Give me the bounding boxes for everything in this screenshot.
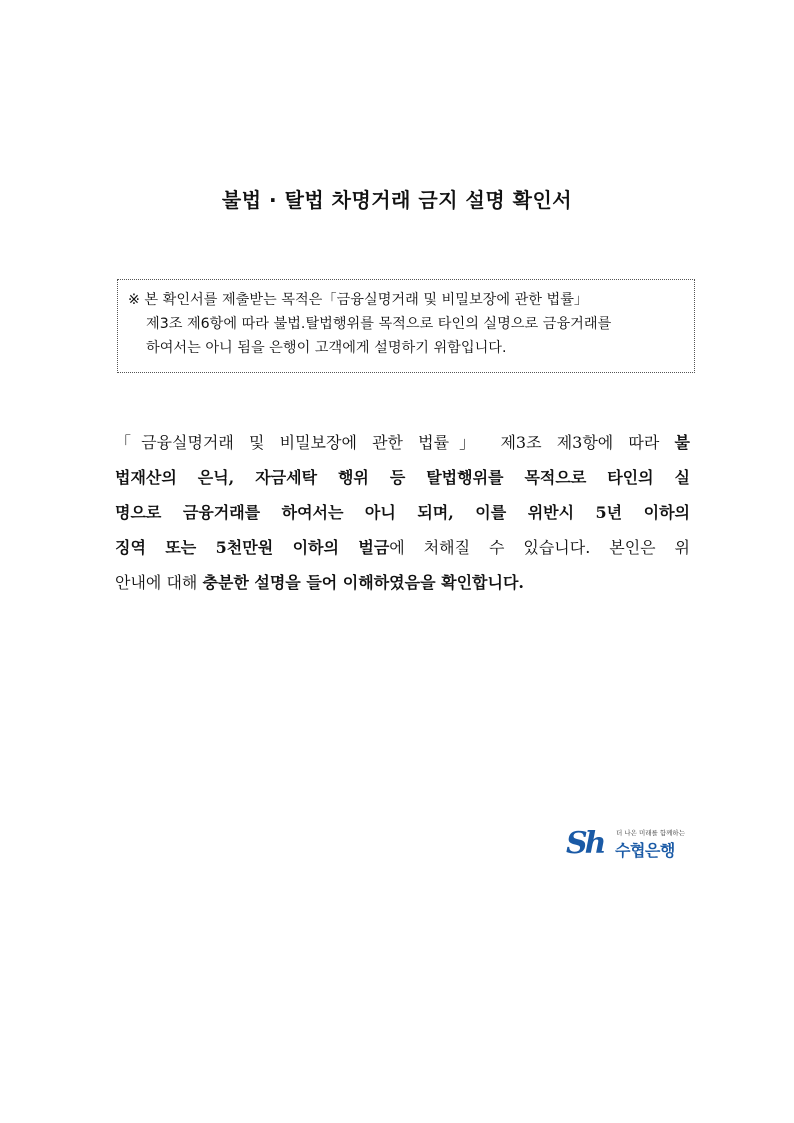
paragraph-line-2: [115, 460, 690, 495]
paragraph-text: 안내에 대해: [115, 573, 203, 592]
document-title: 불법 · 탈법 차명거래 금지 설명 확인서: [221, 188, 573, 212]
notice-line-3: 하여서는 아니 됨을 은행이 고객에게 설명하기 위함입니다.: [146, 340, 507, 356]
paragraph-bold-text: 명으로 금융거래를 하여서는 아니 되며, 이를 위반시 5년 이하의: [115, 503, 690, 522]
paragraph-bold-text: 법재산의 은닉, 자금세탁 행위 등 탈법행위를 목적으로 타인의 실: [115, 468, 690, 487]
paragraph-bold-text: 불: [674, 433, 690, 452]
notice-box: [117, 279, 695, 373]
paragraph-bold-text: 징역 또는 5천만원 이하의 벌금: [115, 538, 390, 557]
paragraph-line-3: [115, 495, 690, 530]
paragraph-text: 「금융실명거래 및 비밀보장에 관한 법률」 제3조 제3항에 따라: [115, 433, 675, 452]
notice-line-1: ※ 본 확인서를 제출받는 목적은「금융실명거래 및 비밀보장에 관한 법률」: [128, 292, 589, 308]
paragraph-line-4: [115, 530, 690, 565]
paragraph-line-1: [115, 425, 690, 460]
logo-bank-name: 수협은행: [615, 841, 675, 860]
notice-line-2: 제3조 제6항에 따라 불법.탈법행위를 목적으로 타인의 실명으로 금융거래를: [146, 316, 612, 332]
paragraph-line-5: [115, 565, 690, 600]
sh-logo-mark: Sh: [566, 826, 604, 861]
confirmation-paragraph: [115, 425, 690, 600]
suhyup-bank-logo: [566, 824, 690, 864]
logo-tagline: 더 나은 미래를 함께하는: [616, 829, 685, 837]
paragraph-bold-text: 충분한 설명을 들어 이해하였음을 확인합니다.: [202, 573, 524, 592]
paragraph-text: 에 처해질 수 있습니다. 본인은 위: [389, 538, 690, 557]
